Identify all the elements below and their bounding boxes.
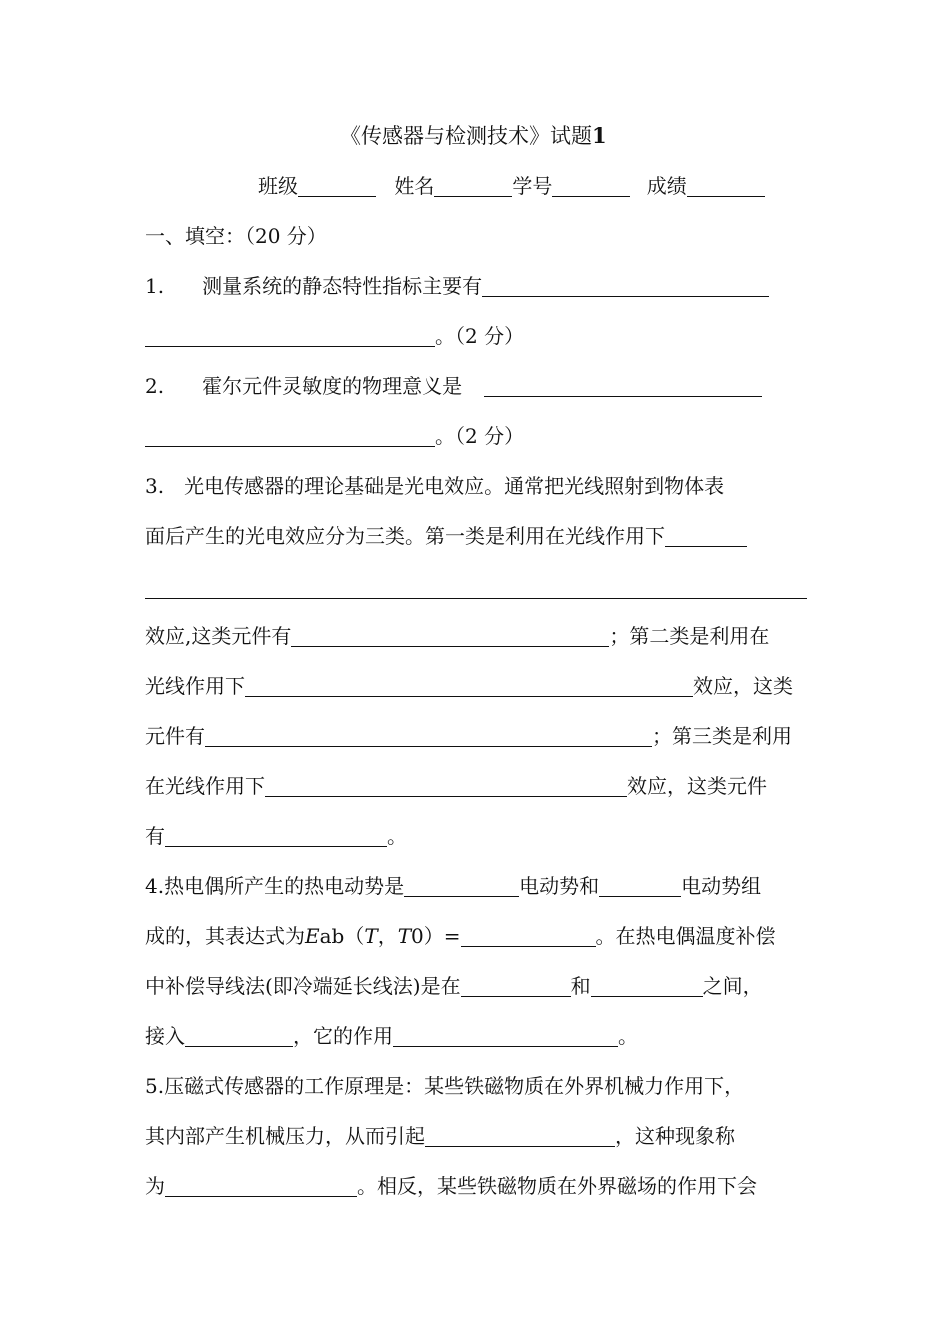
answer-blank[interactable] xyxy=(425,1124,615,1147)
id-blank[interactable] xyxy=(552,174,630,197)
name-blank[interactable] xyxy=(434,174,512,197)
score-blank[interactable] xyxy=(687,174,765,197)
question-3-line-7: 有 。 xyxy=(145,824,407,848)
question-4-line-1: 4.热电偶所产生的热电动势是 电动势和 电动势组 xyxy=(145,874,762,898)
question-3-line-4: 光线作用下 效应，这类 xyxy=(145,674,793,698)
question-1: 1. 测量系统的静态特性指标主要有 xyxy=(145,272,769,300)
answer-blank[interactable] xyxy=(393,1024,618,1047)
question-5-line-2: 其内部产生机械压力，从而引起 ，这种现象称 xyxy=(145,1124,735,1148)
name-label: 姓名 xyxy=(394,174,435,198)
class-label: 班级 xyxy=(258,174,298,198)
section-heading: 一、填空：（20 分） xyxy=(145,224,327,248)
question-5-line-1: 5.压磁式传感器的工作原理是：某些铁磁物质在外界机械力作用下， xyxy=(145,1074,745,1098)
student-info-line xyxy=(258,172,765,200)
question-3-line-2: 面后产生的光电效应分为三类。第一类是利用在光线作用下 xyxy=(145,522,747,550)
class-blank[interactable] xyxy=(298,174,376,197)
answer-blank-full-line[interactable] xyxy=(145,598,807,599)
score-label: 成绩 xyxy=(646,174,687,198)
answer-blank[interactable] xyxy=(145,424,435,447)
question-2-cont: 。（2 分） xyxy=(145,422,524,450)
answer-blank[interactable] xyxy=(145,324,435,347)
answer-blank[interactable] xyxy=(665,524,747,547)
answer-blank[interactable] xyxy=(484,374,762,397)
answer-blank[interactable] xyxy=(205,724,652,747)
question-1-cont: 。（2 分） xyxy=(145,322,524,350)
question-2: 2. 霍尔元件灵敏度的物理意义是 xyxy=(145,372,762,400)
answer-blank[interactable] xyxy=(265,774,627,797)
page-title: 《传感器与检测技术》试题1 xyxy=(340,123,607,148)
answer-blank[interactable] xyxy=(245,674,693,697)
question-5-line-3: 为 。相反，某些铁磁物质在外界磁场的作用下会 xyxy=(145,1174,757,1198)
question-4-line-3: 中补偿导线法(即冷端延长线法)是在 和 之间， xyxy=(145,974,763,998)
answer-blank[interactable] xyxy=(404,874,519,897)
question-3-line-5: 元件有 ；第三类是利用 xyxy=(145,724,792,748)
question-4-line-2: 成的，其表达式为Eab（T，T0）= 。在热电偶温度补偿 xyxy=(145,924,776,948)
answer-blank[interactable] xyxy=(185,1024,293,1047)
question-3-line-1: 3. 光电传感器的理论基础是光电效应。通常把光线照射到物体表 xyxy=(145,474,725,498)
answer-blank[interactable] xyxy=(165,1174,357,1197)
answer-blank[interactable] xyxy=(461,924,596,947)
answer-blank[interactable] xyxy=(482,274,769,297)
answer-blank[interactable] xyxy=(591,974,703,997)
answer-blank[interactable] xyxy=(165,824,387,847)
answer-blank[interactable] xyxy=(291,624,609,647)
question-3-line-6: 在光线作用下 效应，这类元件 xyxy=(145,774,767,798)
answer-blank[interactable] xyxy=(461,974,571,997)
question-4-line-4: 接入 ，它的作用 。 xyxy=(145,1024,638,1048)
answer-blank[interactable] xyxy=(599,874,681,897)
question-3-line-3: 效应,这类元件有 ；第二类是利用在 xyxy=(145,624,770,648)
id-label: 学号 xyxy=(512,174,553,198)
